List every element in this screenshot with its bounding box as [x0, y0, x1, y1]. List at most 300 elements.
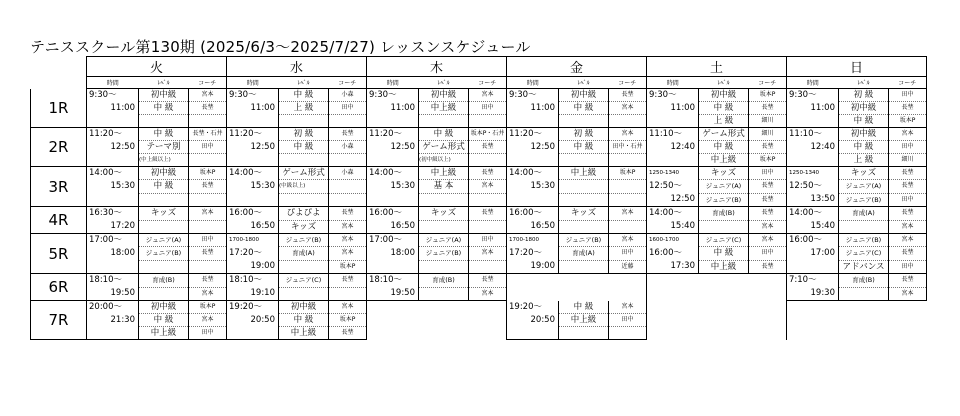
corner-cell [31, 57, 87, 77]
level-cell: ジュニア(A) [839, 180, 889, 193]
coach-header: コーチ [889, 77, 927, 89]
time-header: 時間 [787, 77, 839, 89]
end-time: 17:30 [670, 261, 695, 271]
coach-cell: 田中 [189, 234, 227, 247]
coach-cell: 宮本 [889, 234, 927, 247]
coach-cell: 小森 [329, 167, 367, 180]
level-cell: キッズ [139, 207, 189, 221]
round-label: 2R [31, 128, 87, 167]
level-cell: 中上級 [559, 314, 609, 327]
coach-cell: 宮本 [189, 89, 227, 102]
start-time: 14:00〜 [229, 168, 262, 178]
level-cell: 中 級 [839, 141, 889, 154]
time-cell [507, 234, 559, 274]
coach-cell: 田中 [749, 167, 787, 180]
time-header: 時間 [367, 77, 419, 89]
coach-cell: 宮本 [469, 89, 507, 102]
level-cell: 中 級 [839, 115, 889, 128]
level-cell: ジュニア(C) [699, 234, 749, 247]
time-cell [367, 89, 419, 128]
day-header: 火 [87, 57, 227, 77]
level-cell: 中上級 [279, 327, 329, 340]
coach-cell: 長埜 [469, 274, 507, 288]
coach-cell: 長埜 [889, 167, 927, 180]
end-time: 11:00 [530, 103, 555, 113]
level-header: ﾚﾍﾞﾙ [699, 77, 749, 89]
level-cell [139, 220, 189, 234]
level-cell: 育成(B) [839, 274, 889, 288]
coach-cell [189, 193, 227, 206]
coach-cell: 近藤 [609, 260, 647, 273]
coach-cell: 長埜 [889, 247, 927, 260]
level-cell: ジュニア(A) [419, 234, 469, 247]
level-cell: ジュニア(C) [279, 274, 329, 288]
level-cell [139, 260, 189, 273]
coach-cell: 宮本 [889, 220, 927, 234]
coach-cell: 長埜 [329, 207, 367, 221]
level-cell [839, 287, 889, 301]
level-cell: 中 級 [699, 247, 749, 260]
time-cell [507, 207, 559, 234]
level-cell [559, 220, 609, 234]
coach-cell: 小森 [329, 89, 367, 102]
level-cell: ゲーム形式 [699, 128, 749, 141]
level-cell: 中 級 [279, 89, 329, 102]
coach-cell: 宮本 [609, 128, 647, 141]
empty-slot [647, 301, 787, 340]
level-cell [419, 115, 469, 128]
coach-cell: 田中 [189, 141, 227, 154]
coach-cell: 田中 [889, 141, 927, 154]
level-cell [419, 260, 469, 273]
coach-cell [609, 327, 647, 340]
coach-cell: 宮本 [609, 102, 647, 115]
start-time: 14:00〜 [89, 168, 122, 178]
time-cell [367, 167, 419, 207]
coach-header: コーチ [329, 77, 367, 89]
level-cell: 育成(A) [839, 207, 889, 221]
time-cell [507, 167, 559, 207]
level-cell: ジュニア(B) [559, 234, 609, 247]
time-cell [227, 207, 279, 234]
level-cell: キッズ [279, 220, 329, 234]
coach-cell [329, 115, 367, 128]
level-cell: 初中級 [839, 128, 889, 141]
level-cell: 育成(A) [559, 247, 609, 260]
end-time: 12:50 [670, 194, 695, 204]
level-cell: 中 級 [279, 141, 329, 154]
start-time: 1250-1340 [789, 170, 819, 176]
coach-cell: 長埜 [189, 274, 227, 288]
coach-cell: 長埜 [749, 207, 787, 221]
start-time: 17:00〜 [89, 235, 122, 245]
coach-cell: 宮本 [189, 287, 227, 301]
level-cell: 初中級 [419, 89, 469, 102]
end-time: 19:30 [810, 288, 835, 298]
level-cell: 初 級 [279, 128, 329, 141]
level-cell: ジュニア(B) [139, 247, 189, 260]
level-cell: テーマ別 [139, 141, 189, 154]
coach-cell: 坂本P・石井 [469, 128, 507, 141]
time-cell [507, 128, 559, 167]
level-cell: 中 級 [139, 180, 189, 193]
end-time: 12:50 [250, 142, 275, 152]
time-header: 時間 [647, 77, 699, 89]
start-time: 18:10〜 [369, 275, 402, 285]
level-cell: 中 級 [139, 314, 189, 327]
coach-cell: 長埜 [749, 260, 787, 273]
end-time: 19:10 [250, 288, 275, 298]
start-time: 9:30〜 [789, 90, 817, 100]
start-time: 14:00〜 [509, 168, 542, 178]
level-header: ﾚﾍﾞﾙ [559, 77, 609, 89]
level-cell: 初 級 [559, 128, 609, 141]
level-cell [419, 287, 469, 301]
coach-cell: 長埜 [749, 141, 787, 154]
coach-cell: 田中 [469, 102, 507, 115]
start-time: 14:00〜 [789, 208, 822, 218]
coach-cell [609, 220, 647, 234]
level-cell [139, 115, 189, 128]
level-header: ﾚﾍﾞﾙ [279, 77, 329, 89]
level-cell: ジュニア(C) [839, 247, 889, 260]
level-cell: 育成(B) [139, 274, 189, 288]
end-time: 15:30 [250, 181, 275, 191]
end-time: 16:50 [390, 221, 415, 231]
end-time: 11:00 [810, 103, 835, 113]
start-time: 1250-1340 [649, 170, 679, 176]
level-cell: 上 級 [279, 102, 329, 115]
end-time: 19:00 [250, 261, 275, 271]
empty-slot [507, 274, 647, 301]
round-label: 7R [31, 301, 87, 340]
time-cell [87, 128, 139, 167]
coach-cell [469, 260, 507, 273]
start-time: 11:20〜 [229, 129, 262, 139]
time-header: 時間 [227, 77, 279, 89]
level-cell [279, 154, 329, 167]
coach-cell: 長埜 [889, 207, 927, 221]
level-cell: ゲーム形式 [419, 141, 469, 154]
schedule-table [30, 56, 927, 340]
coach-header: コーチ [189, 77, 227, 89]
level-cell: ジュニア(B) [839, 234, 889, 247]
time-cell [647, 89, 699, 128]
start-time: 1600-1700 [649, 237, 679, 243]
round-label: 6R [31, 274, 87, 301]
level-cell: 中上級 [419, 167, 469, 180]
coach-cell: 長埜 [749, 193, 787, 206]
end-time: 13:50 [810, 194, 835, 204]
level-cell [279, 193, 329, 206]
time-cell [787, 274, 839, 301]
start-time: 16:00〜 [509, 208, 542, 218]
start-time: 20:00〜 [89, 302, 122, 312]
coach-cell: 田中 [469, 234, 507, 247]
coach-cell: 長埜 [749, 102, 787, 115]
time-cell [507, 89, 559, 128]
level-cell [559, 154, 609, 167]
end-time: 21:30 [110, 315, 135, 325]
coach-cell: 長埜 [329, 128, 367, 141]
round-label: 3R [31, 167, 87, 207]
coach-cell: 坂本P [189, 301, 227, 314]
end-time: 17:00 [810, 248, 835, 258]
level-cell: 育成(B) [699, 207, 749, 221]
coach-cell: 細川 [889, 154, 927, 167]
level-cell [419, 193, 469, 206]
level-cell: 中 級 [559, 301, 609, 314]
coach-cell: 坂本P [749, 154, 787, 167]
start-time: 11:20〜 [509, 129, 542, 139]
coach-cell: 田中 [609, 314, 647, 327]
time-cell [227, 89, 279, 128]
level-cell [419, 220, 469, 234]
end-time: 12:50 [530, 142, 555, 152]
round-label: 5R [31, 234, 87, 274]
level-cell: 初中級 [139, 89, 189, 102]
time-cell [787, 167, 839, 207]
coach-cell [609, 115, 647, 128]
level-cell: ジュニア(B) [839, 193, 889, 206]
level-cell: 中 級 [699, 141, 749, 154]
end-time: 19:00 [530, 261, 555, 271]
coach-cell: 田中 [889, 193, 927, 206]
coach-cell: 細川 [749, 128, 787, 141]
start-time-2: 12:50〜 [789, 181, 822, 191]
coach-cell: 宮本 [329, 301, 367, 314]
end-time: 20:50 [530, 314, 555, 325]
time-cell [87, 301, 139, 340]
level-cell: 初中級 [559, 89, 609, 102]
coach-cell [329, 193, 367, 206]
start-time-2: 17:20〜 [229, 248, 262, 258]
time-cell [367, 234, 419, 274]
time-cell [227, 128, 279, 167]
end-time: 19:50 [390, 288, 415, 298]
start-time: 18:10〜 [229, 275, 262, 285]
coach-cell: 細川 [749, 115, 787, 128]
time-cell [227, 234, 279, 274]
end-time: 11:00 [110, 103, 135, 113]
start-time: 14:00〜 [369, 168, 402, 178]
time-cell [227, 167, 279, 207]
start-time: 18:10〜 [89, 275, 122, 285]
coach-cell: 宮本 [329, 220, 367, 234]
end-time: 15:40 [670, 221, 695, 231]
start-time: 19:20〜 [509, 301, 542, 312]
coach-cell [189, 154, 227, 167]
level-cell: 中 級 [559, 141, 609, 154]
level-cell: アドバンス [839, 260, 889, 273]
coach-cell [189, 260, 227, 273]
level-cell: 基 本 [419, 180, 469, 193]
time-cell [647, 207, 699, 234]
level-cell: ジュニア(A) [139, 234, 189, 247]
coach-cell: 坂本P [889, 115, 927, 128]
level-cell: (中上級以上) [139, 154, 189, 167]
time-cell [787, 89, 839, 128]
end-time: 17:20 [110, 221, 135, 231]
time-cell [507, 301, 559, 340]
level-cell [559, 327, 609, 340]
start-time-2: 16:00〜 [649, 248, 682, 258]
coach-cell: 長埜・石井 [189, 128, 227, 141]
coach-cell [469, 193, 507, 206]
level-cell [559, 115, 609, 128]
level-cell: 中 級 [279, 314, 329, 327]
level-cell: 中 級 [699, 102, 749, 115]
time-header: 時間 [507, 77, 559, 89]
coach-cell: 宮本 [609, 207, 647, 221]
coach-cell: 坂本P [329, 260, 367, 273]
level-cell: ジュニア(B) [279, 234, 329, 247]
time-header: 時間 [87, 77, 139, 89]
end-time: 16:50 [250, 221, 275, 231]
start-time: 7:10〜 [789, 275, 817, 285]
start-time-2: 17:20〜 [509, 248, 542, 258]
time-cell [227, 274, 279, 301]
day-header: 土 [647, 57, 787, 77]
time-cell [787, 234, 839, 274]
start-time-2: 12:50〜 [649, 181, 682, 191]
coach-cell [329, 287, 367, 301]
coach-cell [469, 115, 507, 128]
coach-header: コーチ [609, 77, 647, 89]
coach-cell: 坂本P [189, 167, 227, 180]
coach-cell: 宮本 [749, 220, 787, 234]
level-cell: ジュニア(A) [699, 180, 749, 193]
coach-cell: 宮本 [889, 128, 927, 141]
level-cell: キッズ [699, 167, 749, 180]
time-cell [647, 128, 699, 167]
round-label: 1R [31, 89, 87, 128]
end-time: 16:50 [530, 221, 555, 231]
start-time: 14:00〜 [649, 208, 682, 218]
level-cell [279, 260, 329, 273]
coach-cell: 長埜 [189, 247, 227, 260]
end-time: 19:50 [110, 288, 135, 298]
coach-cell: 長埜 [329, 274, 367, 288]
day-header: 日 [787, 57, 927, 77]
level-cell [559, 180, 609, 193]
level-cell: 初中級 [139, 301, 189, 314]
coach-cell: 宮本 [189, 207, 227, 221]
coach-header: コーチ [469, 77, 507, 89]
empty-slot [367, 301, 507, 340]
level-cell: 育成(A) [279, 247, 329, 260]
coach-cell [609, 180, 647, 193]
level-cell: 上 級 [699, 115, 749, 128]
end-time: 11:00 [250, 103, 275, 113]
coach-cell [189, 115, 227, 128]
time-cell [647, 167, 699, 207]
end-time: 18:00 [390, 248, 415, 258]
level-cell: 中上級 [139, 327, 189, 340]
level-cell: 育成(B) [419, 274, 469, 288]
end-time: 15:30 [110, 181, 135, 191]
level-cell: 中 級 [559, 102, 609, 115]
coach-cell: 長埜 [469, 207, 507, 221]
coach-cell: 坂本P [609, 167, 647, 180]
start-time: 11:20〜 [89, 129, 122, 139]
coach-cell: 宮本 [609, 301, 647, 314]
coach-cell: 宮本 [469, 247, 507, 260]
time-cell [647, 234, 699, 274]
time-cell [367, 274, 419, 301]
end-time: 18:00 [110, 248, 135, 258]
empty-slot [647, 274, 787, 301]
coach-cell: 長埜 [469, 167, 507, 180]
level-header: ﾚﾍﾞﾙ [139, 77, 189, 89]
level-cell: (初中級以上) [419, 154, 469, 167]
start-time: 1700-1800 [229, 237, 259, 243]
level-cell: 初中級 [839, 102, 889, 115]
start-time: 11:10〜 [789, 129, 822, 139]
coach-cell: 田中 [329, 102, 367, 115]
start-time: 17:00〜 [369, 235, 402, 245]
time-cell [87, 89, 139, 128]
coach-header: コーチ [749, 77, 787, 89]
end-time: 20:50 [250, 315, 275, 325]
level-cell [139, 287, 189, 301]
level-cell: ゲーム形式 [279, 167, 329, 180]
coach-cell [609, 193, 647, 206]
coach-cell: 宮本 [469, 287, 507, 301]
start-time: 9:30〜 [89, 90, 117, 100]
round-label: 4R [31, 207, 87, 234]
coach-cell: 長埜 [469, 141, 507, 154]
start-time: 9:30〜 [509, 90, 537, 100]
start-time: 9:30〜 [649, 90, 677, 100]
start-time: 11:20〜 [369, 129, 402, 139]
coach-cell: 長埜 [189, 102, 227, 115]
empty-slot [787, 301, 927, 340]
start-time: 16:00〜 [229, 208, 262, 218]
level-cell: 初中級 [699, 89, 749, 102]
coach-cell [469, 154, 507, 167]
coach-cell: 宮本 [889, 287, 927, 301]
coach-cell: 長埜 [889, 274, 927, 288]
day-header: 木 [367, 57, 507, 77]
level-cell: キッズ [559, 207, 609, 221]
coach-cell: 田中 [749, 247, 787, 260]
end-time: 11:00 [670, 103, 695, 113]
level-header: ﾚﾍﾞﾙ [419, 77, 469, 89]
level-cell [559, 260, 609, 273]
coach-cell: 宮本 [749, 234, 787, 247]
time-cell [367, 207, 419, 234]
level-cell: (中級以上) [279, 180, 329, 193]
level-cell: ぴよぴよ [279, 207, 329, 221]
coach-cell: 坂本P [329, 314, 367, 327]
coach-cell [469, 220, 507, 234]
start-time: 1700-1800 [509, 237, 539, 243]
coach-cell: 長埜 [189, 180, 227, 193]
time-cell [367, 128, 419, 167]
coach-cell: 長埜 [889, 180, 927, 193]
time-cell [87, 234, 139, 274]
time-cell [787, 207, 839, 234]
day-header: 水 [227, 57, 367, 77]
coach-cell: 田中 [889, 89, 927, 102]
end-time: 15:30 [530, 181, 555, 191]
coach-cell: 宮本 [469, 180, 507, 193]
coach-cell: 宮本 [189, 314, 227, 327]
coach-cell: 宮本 [329, 247, 367, 260]
level-cell: 初中級 [279, 301, 329, 314]
level-cell [279, 287, 329, 301]
